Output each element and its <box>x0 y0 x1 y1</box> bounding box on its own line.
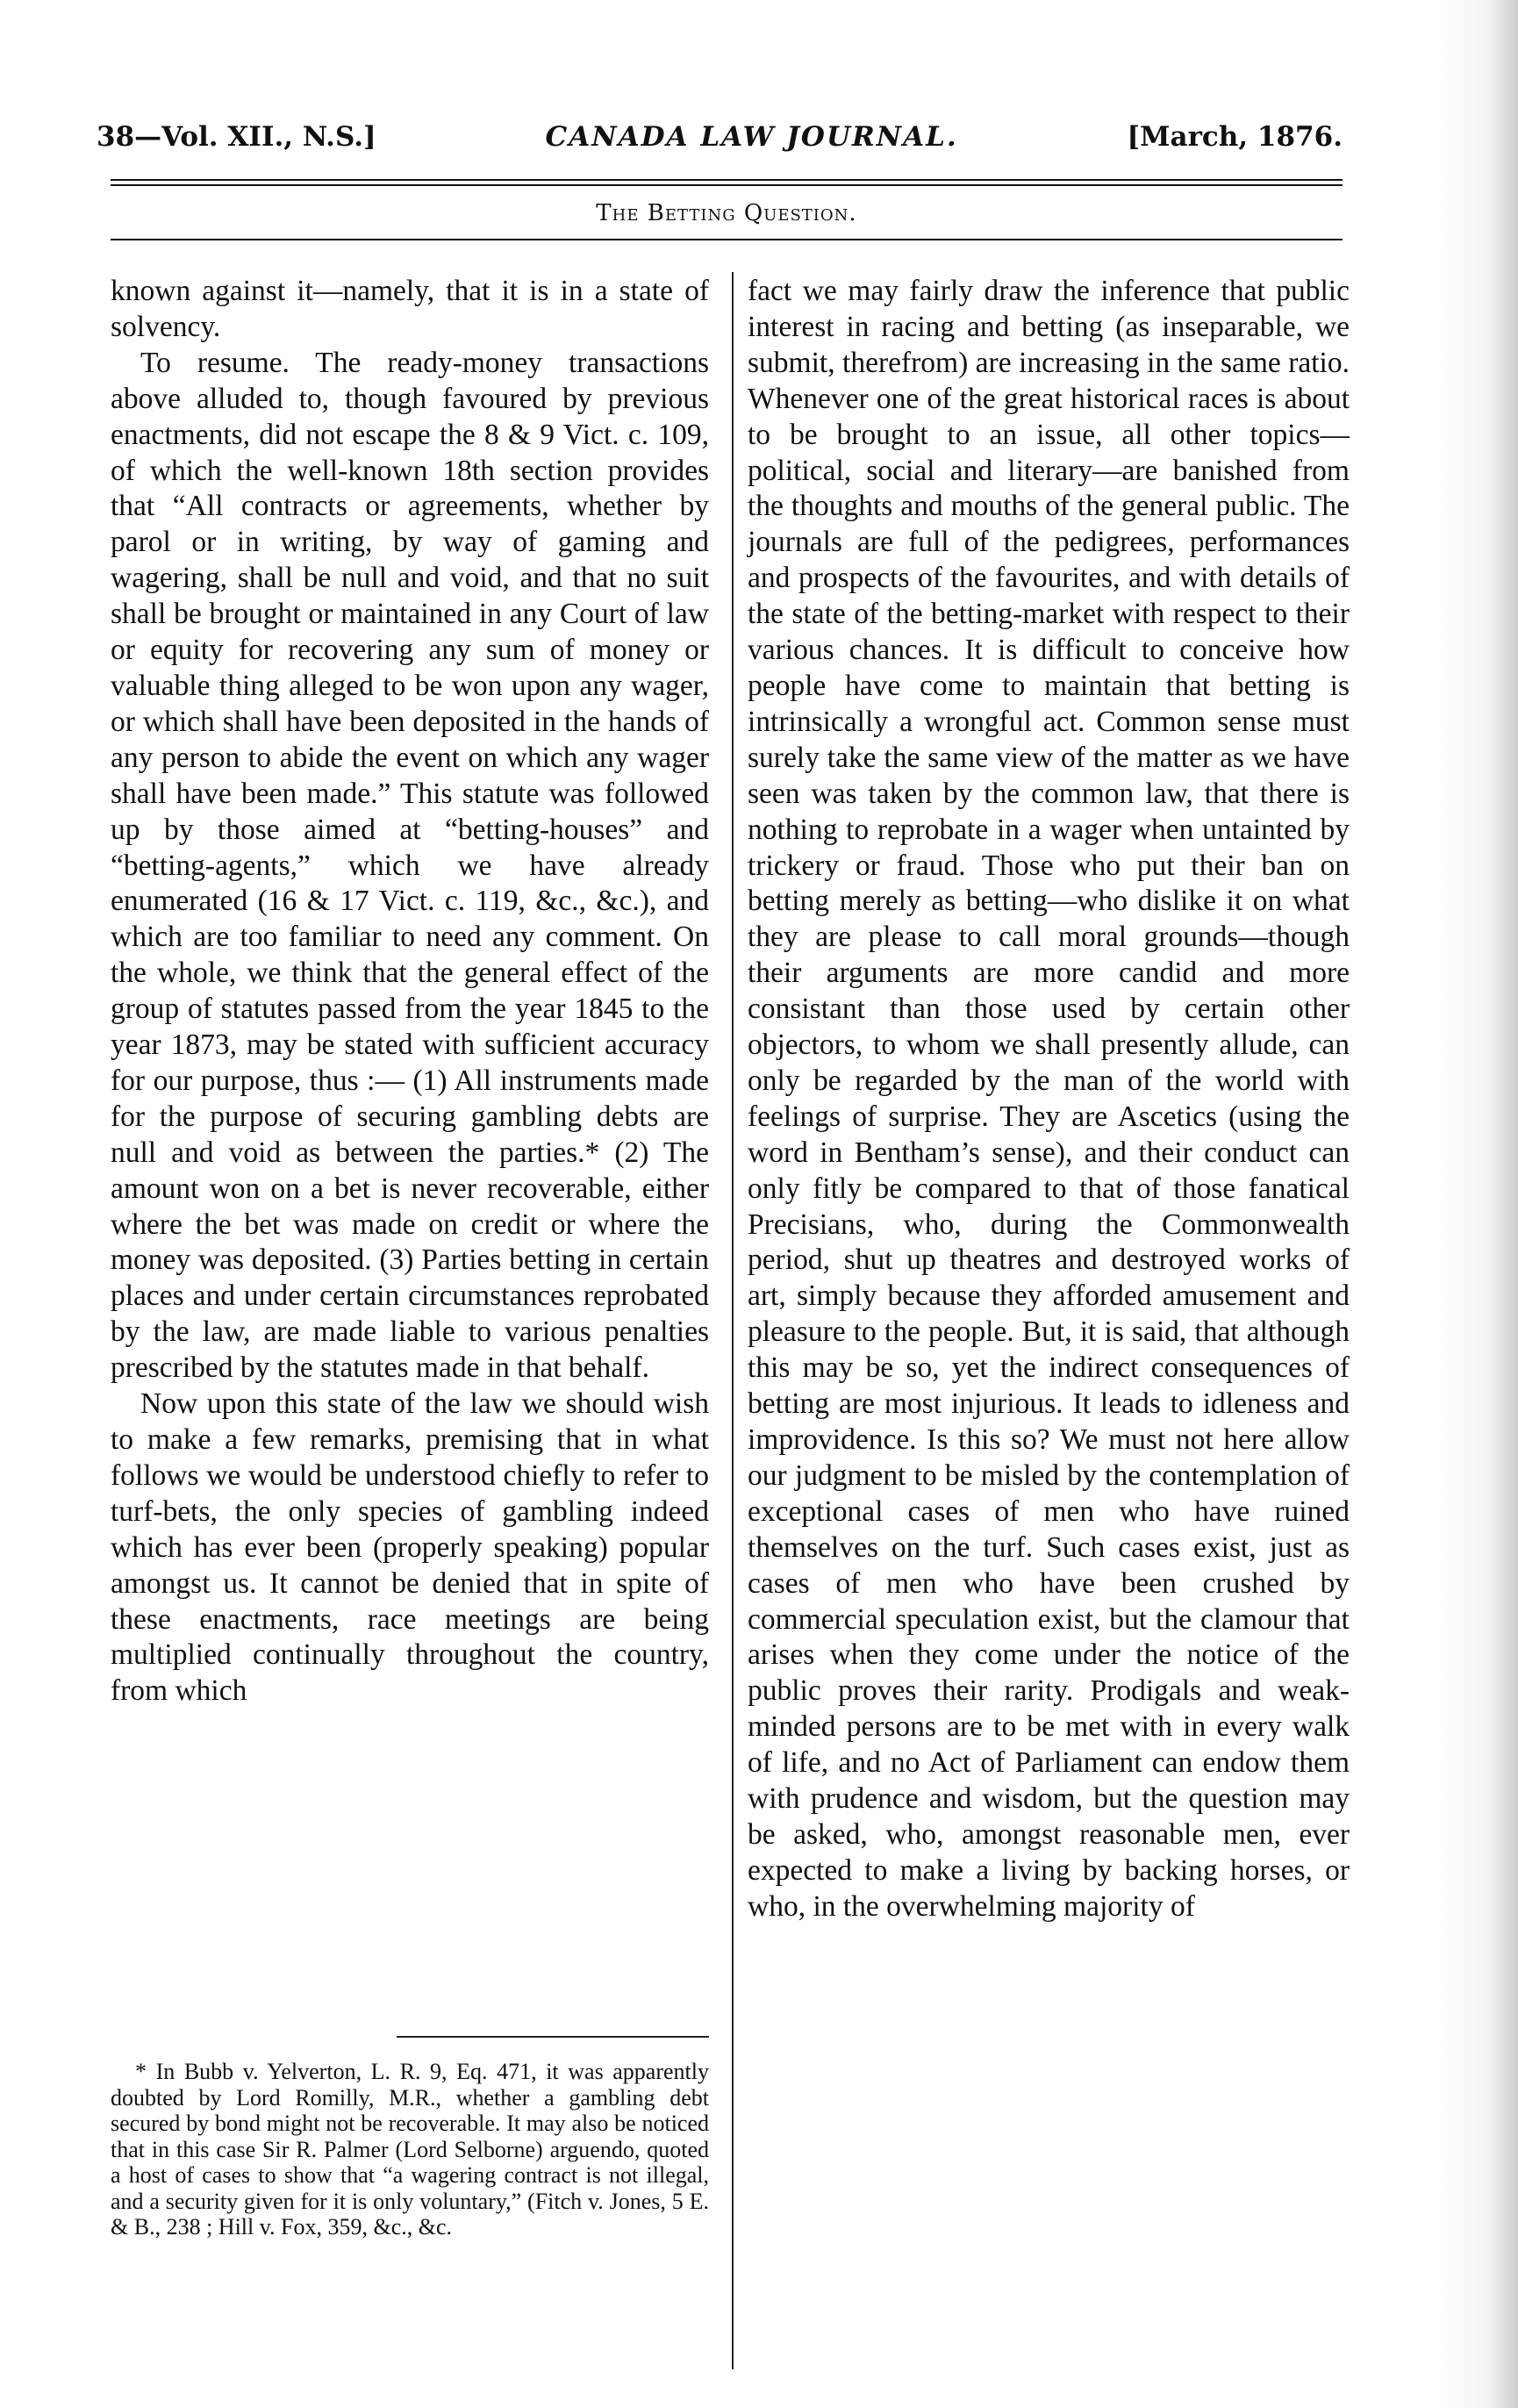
issue-date: [March, 1876. <box>1127 121 1343 153</box>
scan-edge-shadow <box>1439 0 1518 2408</box>
left-paragraph-1: known against it—namely, that it is in a state of solvency. <box>111 275 709 343</box>
running-header <box>97 121 1343 153</box>
footnote: * In Bubb v. Yelverton, L. R. 9, Eq. 471, it was apparently doubted by Lord Romilly, M.R., whether a gambling debt secured by bond might not be recoverable. It may also be noticed that in this case Sir R. Palmer (Lord Selborne) arguendo, quoted a host of cases to show that “a wagering contract is not illegal, and a security given for it is only voluntary,” (Fitch v. Jones, 5 E. & B., 238 ; Hill v. Fox, 359, &c., &c. <box>111 2059 709 2240</box>
left-paragraph-2: To resume. The ready-money transactions above alluded to, though favoured by previous enactments, did not escape the 8 & 9 Vict. c. 109, of which the well-known 18th section provides that “All contracts or agreements, whether by parol or in writing, by way of gaming and wagering, shall be null and void, and that no suit shall be brought or maintained in any Court of law or equity for recovering any sum of money or valuable thing alleged to be won upon any wager, or which shall have been deposited in the hands of any person to abide the event on which any wager shall have been made.” This statute was followed up by those aimed at “betting-houses” and “betting-agents,” which we have already enumerated (16 & 17 Vict. c. 119, &c., &c.), and which are too familiar to need any comment. On the whole, we think that the general effect of the group of statutes passed from the year 1845 to the year 1873, may be stated with sufficient accuracy for our purpose, thus :— (1) All instruments made for the purpose of securing gambling debts are null and void as between the parties.* (2) The amount won on a bet is never recoverable, either where the bet was made on credit or where the money was deposited. (3) Parties betting in certain places and under certain circumstances reprobated by the law, are made liable to various penalties prescribed by the statutes made in that behalf. <box>111 346 709 1385</box>
page-volume-label: 38—Vol. XII., N.S.] <box>97 121 376 153</box>
right-paragraph-1: fact we may fairly draw the inference that public interest in racing and betting (as inseparable, we submit, therefrom) are increasing in the same ratio. Whenever one of the great historical races is about to be brought to an issue, all other topics—political, social and literary—are banished from the thoughts and mouths of the general public. The journals are full of the pedigrees, performances and prospects of the favourites, and with details of the state of the betting-market with respect to their various chances. It is difficult to conceive how people have come to maintain that betting is intrinsically a wrongful act. Common sense must surely take the same view of the matter as we have seen was taken by the common law, that there is nothing to reprobate in a wager when untainted by trickery or fraud. Those who put their ban on betting merely as betting—who dislike it on what they are please to call moral grounds—though their arguments are more candid and more consistant than those used by certain other objectors, to whom we shall presently allude, can only be regarded by the man of the world with feelings of surprise. They are Ascetics (using the word in Bentham’s sense), and their conduct can only fitly be compared to that of those fanatical Precisians, who, during the Commonwealth period, shut up theatres and destroyed works of art, simply because they afforded amusement and pleasure to the people. But, it is said, that although this may be so, yet the indirect consequences of betting are most injurious. It leads to idleness and improvidence. Is this so? We must not here allow our judgment to be misled by the contemplation of exceptional cases of men who have ruined themselves on the turf. Such cases exist, just as cases of men who have been crushed by commercial speculation exist, but the clamour that arises when they come under the notice of the public proves their rarity. Prodigals and weak-minded persons are to be met with in every walk of life, and no Act of Parliament can endow them with prudence and wisdom, but the question may be asked, who, amongst reasonable men, ever expected to make a living by backing horses, or who, in the overwhelming majority of <box>748 275 1350 1923</box>
left-column <box>111 274 709 1709</box>
left-paragraph-3: Now upon this state of the law we should wish to make a few remarks, premising that in what follows we would be understood chiefly to refer to turf-bets, the only species of gambling indeed which has ever been (properly speaking) popular amongst us. It cannot be denied that in spite of these enactments, race meetings are being multiplied continually throughout the country, from which <box>111 1387 709 1708</box>
journal-title: CANADA LAW JOURNAL. <box>545 121 958 153</box>
footnote-rule <box>397 2036 709 2038</box>
right-column <box>748 274 1350 1925</box>
column-divider <box>732 272 734 2369</box>
section-title-rule <box>111 239 1343 240</box>
section-title: The Betting Question. <box>596 200 857 226</box>
header-double-rule <box>111 179 1343 186</box>
